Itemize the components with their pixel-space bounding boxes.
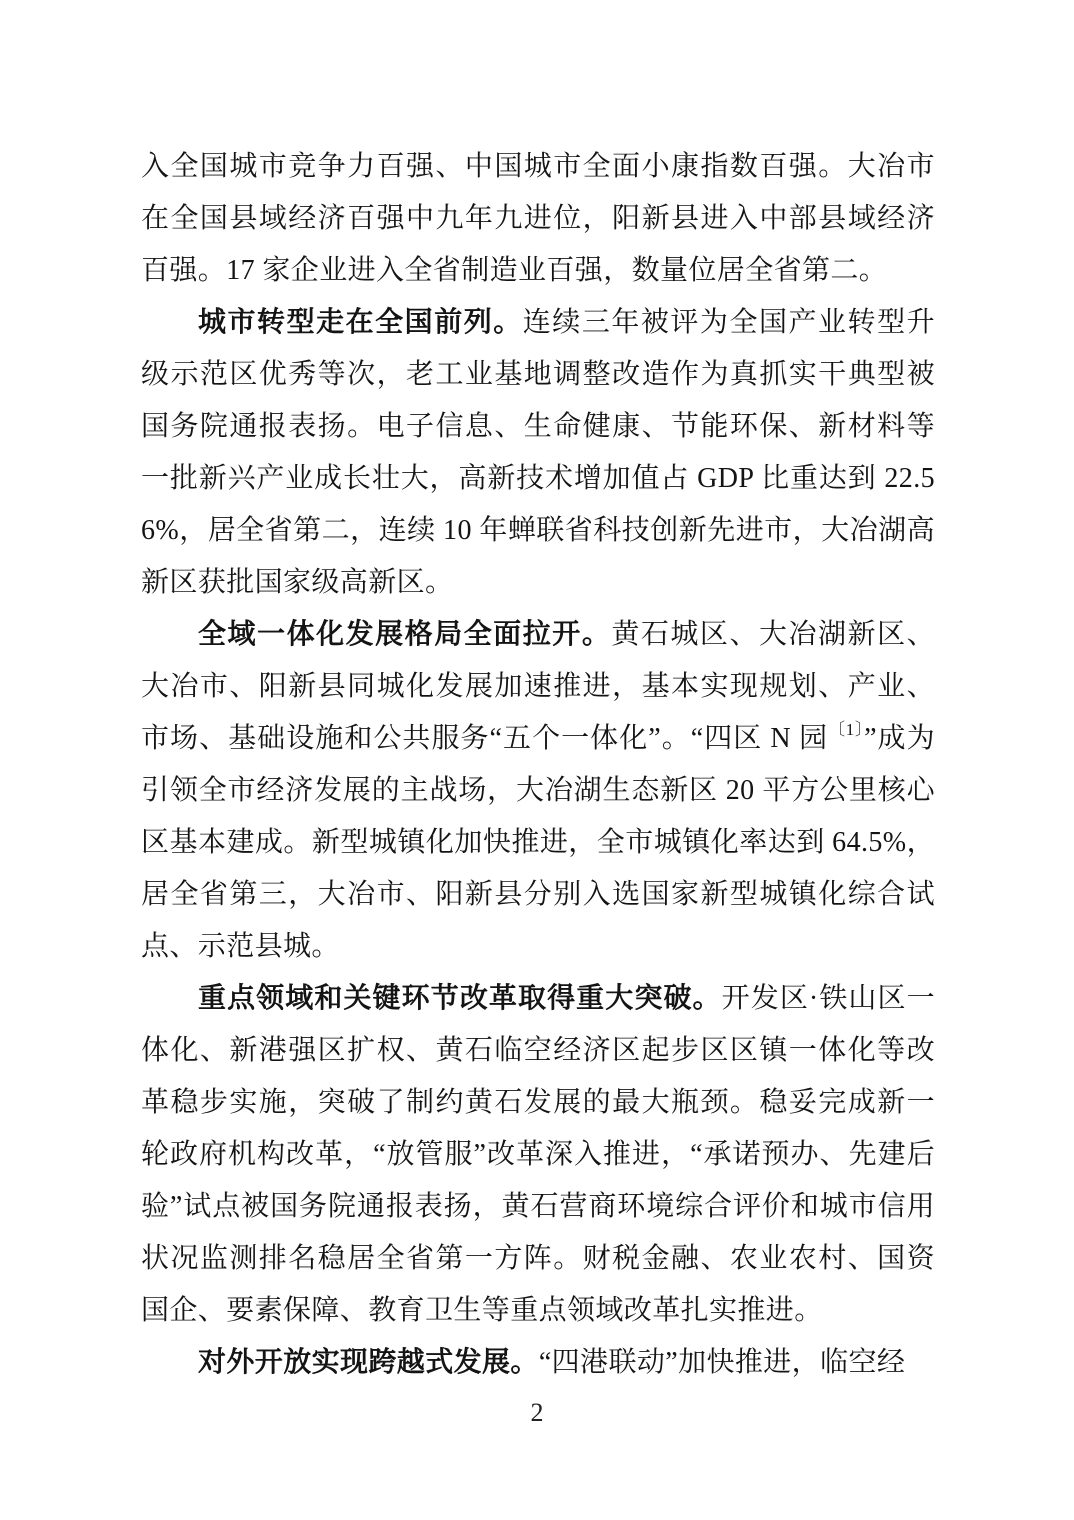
paragraph-text: “四港联动”加快推进，临空经 xyxy=(538,1347,906,1378)
document-text-body xyxy=(141,141,935,1389)
paragraph-lead-sentence: 全域一体化发展格局全面拉开。 xyxy=(198,619,612,650)
paragraph-lead-sentence: 对外开放实现跨越式发展。 xyxy=(198,1347,539,1378)
footnote-marker-1: 〔1〕 xyxy=(828,720,865,739)
paragraph-city-transformation xyxy=(141,297,935,609)
page-number: 2 xyxy=(530,1398,544,1427)
paragraph-text: 开发区·铁山区一体化、新港强区扩权、黄石临空经济区起步区区镇一体化等改革稳步实施，突破了制约黄石发展的最大瓶颈。稳妥完成新一轮政府机构改革，“放管服”改革深入推进，“承诺预办、先建后验”试点被国务院通报表扬，黄石营商环境综合评价和城市信用状况监测排名稳居全省第一方阵。财税金融、农业农村、国资国企、要素保障、教育卫生等重点领域改革扎实推进。 xyxy=(141,983,936,1326)
paragraph-lead-sentence: 城市转型走在全国前列。 xyxy=(198,307,523,338)
page-footer xyxy=(0,1398,1074,1428)
paragraph-text: 连续三年被评为全国产业转型升级示范区优秀等次，老工业基地调整改造作为真抓实干典型被国务院通报表扬。电子信息、生命健康、节能环保、新材料等一批新兴产业成长壮大，高新技术增加值占 GDP 比重达到 22.56%，居全省第二，连续 10 年蝉联省科技创新先进市，大冶湖高新区获批国家级高新区。 xyxy=(141,307,935,598)
paragraph-text: 入全国城市竞争力百强、中国城市全面小康指数百强。大冶市在全国县域经济百强中九年九进位，阳新县进入中部县域经济百强。17 家企业进入全省制造业百强，数量位居全省第二。 xyxy=(141,151,935,286)
paragraph-text: 黄石城区、大冶湖新区、大冶市、阳新县同城化发展加速推进，基本实现规划、产业、市场、基础设施和公共服务“五个一体化”。“四区 N 园 xyxy=(141,619,935,754)
paragraph-opening-up xyxy=(141,1337,935,1389)
paragraph-text: ”成为引领全市经济发展的主战场，大冶湖生态新区 20 平方公里核心区基本建成。新型城镇化加快推进，全市城镇化率达到 64.5%，居全省第三，大冶市、阳新县分别入选国家新型城镇化综合试点、示范县城。 xyxy=(141,723,935,962)
paragraph-continuation xyxy=(141,141,935,297)
paragraph-regional-integration xyxy=(141,609,935,973)
paragraph-lead-sentence: 重点领域和关键环节改革取得重大突破。 xyxy=(198,983,722,1014)
paragraph-reform-breakthrough xyxy=(141,973,935,1337)
